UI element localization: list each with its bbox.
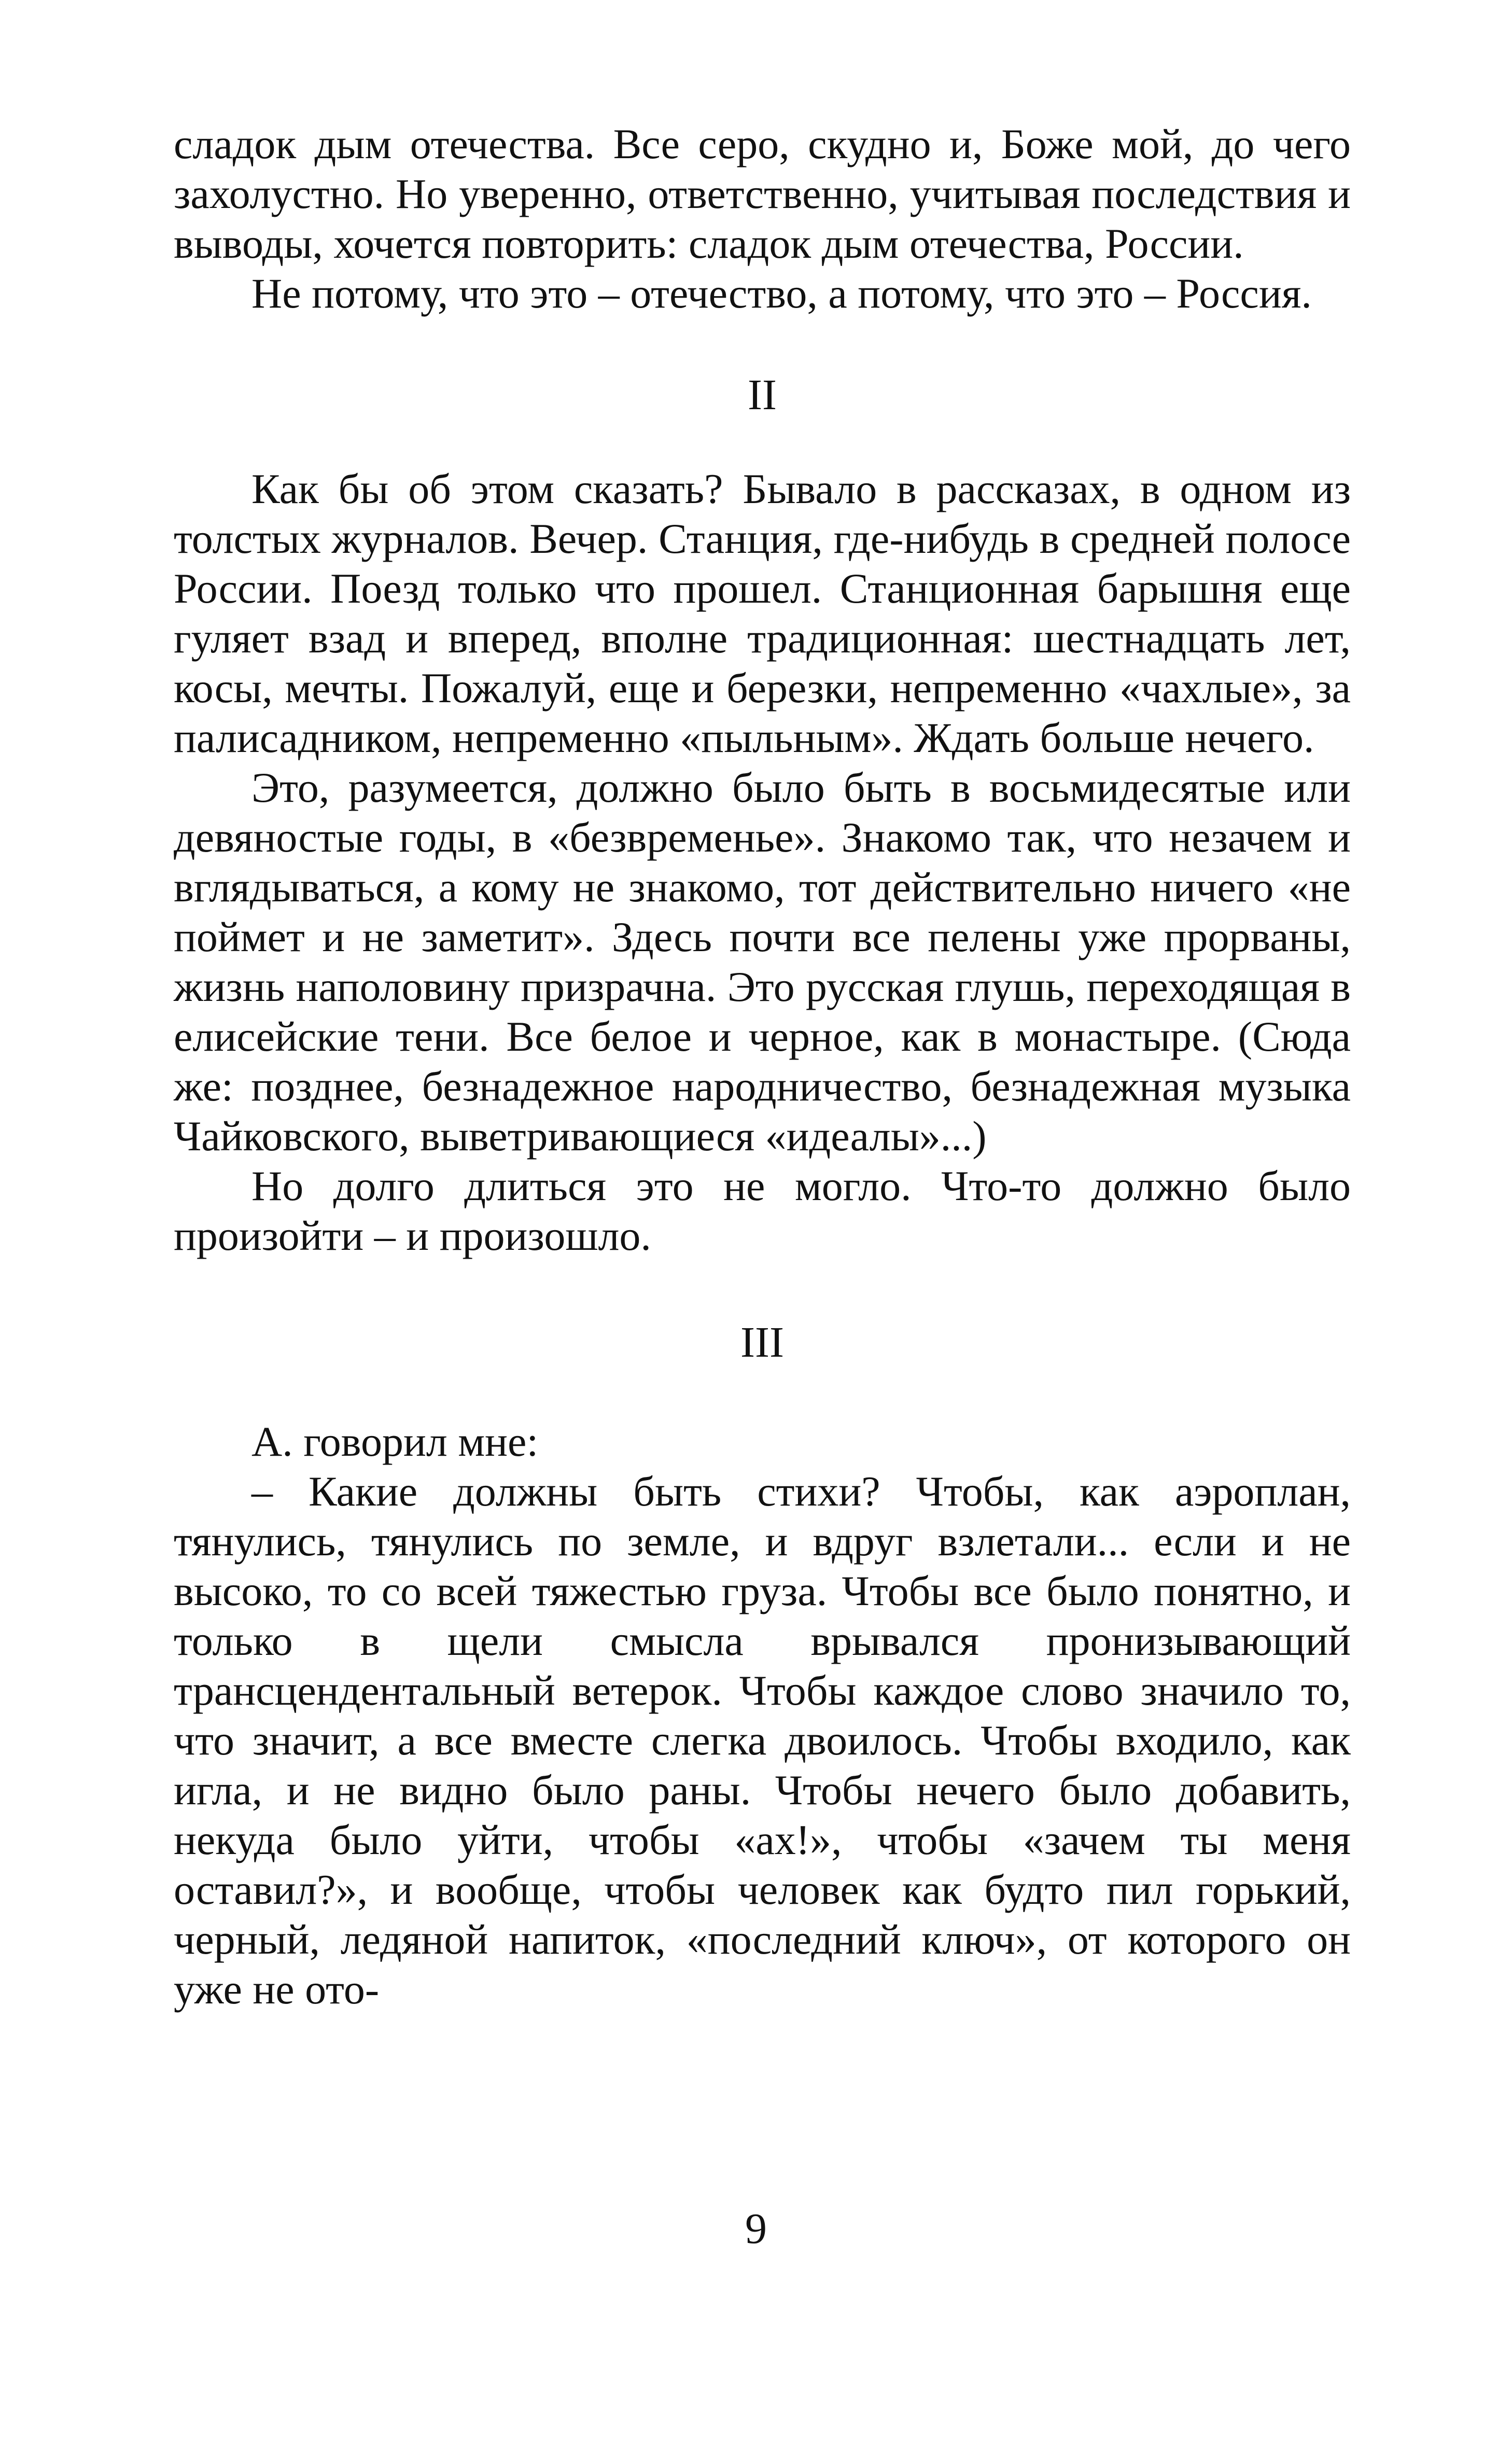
section-heading: II [748,371,777,419]
paragraph: Как бы об этом сказать? Бывало в рассказах, в одном из толстых журналов. Вечер. Станция, где-нибудь в средней полосе России. Поезд только что прошел. Станционная барышня еще гуляет взад и вперед, вполне традиционная: шестнадцать лет, косы, мечты. Пожалуй, еще и березки, непременно «чахлые», за палисадником, непременно «пыльным». Ждать больше нечего. [174,465,1351,761]
paragraph: А. говорил мне: [251,1418,539,1465]
paragraph: сладок дым отечества. Все серо, скудно и, Боже мой, до чего захолустно. Но уверенно, ответственно, учитывая последствия и выводы, хочется повторить: сладок дым отечества, России. [174,120,1351,267]
paragraph: Но долго длиться это не могло. Что-то должно было произойти – и произошло. [174,1162,1351,1259]
paragraph: Это, разумеется, должно было быть в восьмидесятые или девяностые годы, в «безвременье». Знакомо так, что незачем и вглядываться, а кому не знакомо, тот действительно ничего «не поймет и не заметит». Здесь почти все пелены уже прорваны, жизнь наполовину призрачна. Это русская глушь, переходящая в елисейские тени. Все белое и черное, как в монастыре. (Сюда же: позднее, безнадежное народничество, безнадежная музыка Чайковского, выветривающиеся «идеалы»...) [174,764,1351,1160]
paragraph: – Какие должны быть стихи? Чтобы, как аэроплан, тянулись, тянулись по земле, и вдруг взлетали... если и не высоко, то со всей тяжестью груза. Чтобы все было понятно, и только в щели смысла врывался пронизывающий трансцендентальный ветерок. Чтобы каждое слово значило то, что значит, а все вместе слегка двоилось. Чтобы входило, как игла, и не видно было раны. Чтобы нечего было добавить, некуда было уйти, чтобы «ах!», чтобы «зачем ты меня оставил?», и вообще, чтобы человек как будто пил горький, черный, ледяной напиток, «последний ключ», от которого он уже не ото- [174,1468,1351,2013]
section-heading: III [740,1318,784,1367]
page-number: 9 [745,2205,767,2253]
page-body [174,119,1351,2014]
paragraph: Не потому, что это – отечество, а потому, что это – Россия. [251,270,1312,317]
